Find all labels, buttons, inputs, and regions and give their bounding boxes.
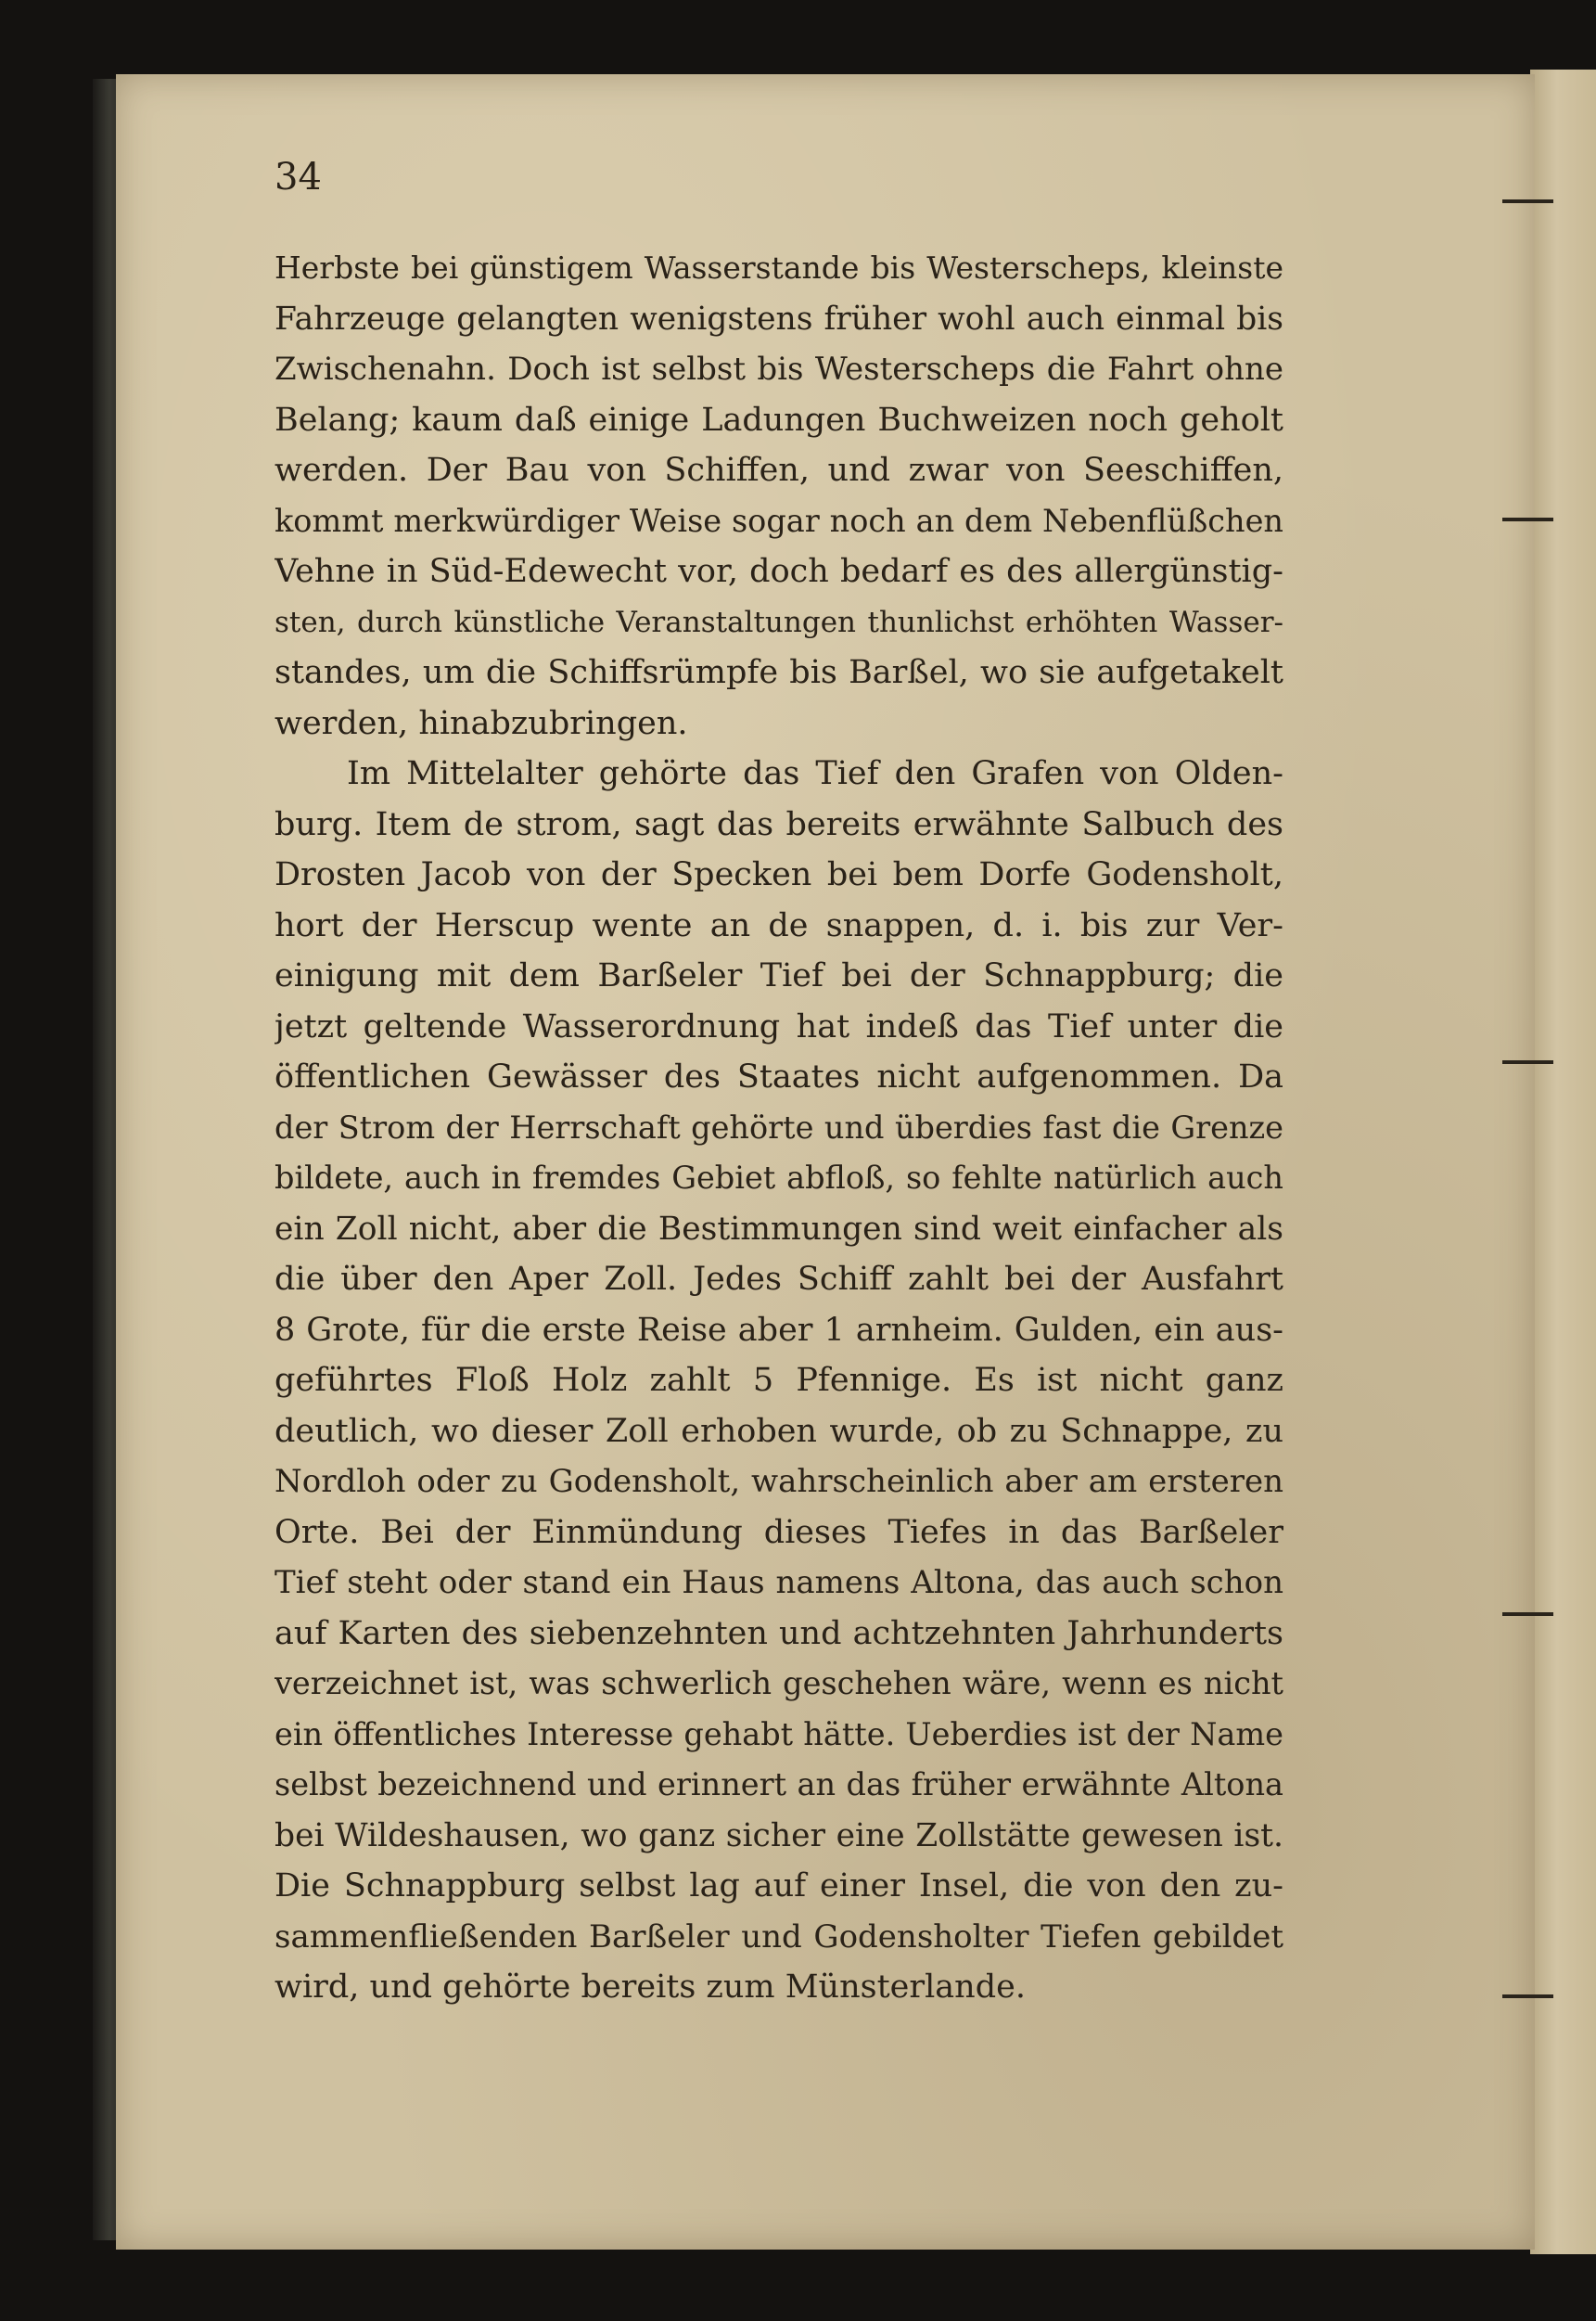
text-line: verzeichnet ist, was schwerlich geschehen wäre, wenn es nicht [275,1665,1283,1701]
text-line: Im Mittelalter gehörte das Tief den Grafen von Olden- [347,755,1283,792]
text-line: ein Zoll nicht, aber die Bestimmungen sind weit einfacher als [275,1210,1283,1248]
text-line: Orte. Bei der Einmündung dieses Tiefes in das Barßeler [275,1513,1283,1551]
text-line: die über den Aper Zoll. Jedes Schiff zahlt bei der Ausfahrt [275,1261,1283,1298]
page-edge-mark [1502,1994,1553,1998]
text-line: Nordloh oder zu Godensholt, wahrscheinlich aber am ersteren [275,1463,1283,1500]
text-line: bei Wildeshausen, wo ganz sicher eine Zollstätte gewesen ist. [275,1816,1283,1854]
text-line: wird, und gehörte bereits zum Münsterlande. [275,1968,1026,2006]
text-line: Belang; kaum daß einige Ladungen Buchweizen noch geholt [275,401,1283,439]
next-page-edge [1530,70,1596,2254]
page-edge-mark [1502,199,1553,203]
text-line: sten, durch künstliche Veranstaltungen thunlichst erhöhten Wasser- [275,605,1283,639]
text-line: burg. Item de strom, sagt das bereits erwähnte Salbuch des [275,805,1283,843]
body-text [275,243,1283,2013]
page-edge-mark [1502,1612,1553,1616]
text-line: standes, um die Schiffsrümpfe bis Barßel, wo sie aufgetakelt [275,654,1283,691]
text-line: selbst bezeichnend und erinnert an das früher erwähnte Altona [275,1766,1283,1802]
text-line: Zwischenahn. Doch ist selbst bis Westerscheps die Fahrt ohne [275,351,1283,388]
page-edge-mark [1502,518,1553,521]
text-line: hort der Herscup wente an de snappen, d. i. bis zur Ver- [275,906,1283,944]
text-line: 8 Grote, für die erste Reise aber 1 arnheim. Gulden, ein aus- [275,1311,1283,1349]
text-line: einigung mit dem Barßeler Tief bei der Schnappburg; die [275,957,1283,994]
text-line: bildete, auch in fremdes Gebiet abfloß, so fehlte natürlich auch [275,1160,1283,1196]
text-line: auf Karten des siebenzehnten und achtzehnten Jahrhunderts [275,1614,1283,1652]
text-line: Herbste bei günstigem Wasserstande bis Westerscheps, kleinste [275,250,1283,286]
text-line: sammenfließenden Barßeler und Godensholter Tiefen gebildet [275,1917,1283,1956]
text-line: Tief steht oder stand ein Haus namens Altona, das auch schon [275,1564,1283,1601]
text-line: Fahrzeuge gelangten wenigstens früher wohl auch einmal bis [275,300,1283,338]
text-line: Vehne in Süd-Edewecht vor, doch bedarf es des allergünstig- [275,553,1283,590]
text-line: der Strom der Herrschaft gehörte und überdies fast die Grenze [275,1109,1283,1146]
text-line: öffentlichen Gewässer des Staates nicht aufgenommen. Da [275,1058,1283,1096]
text-line: werden. Der Bau von Schiffen, und zwar von Seeschiffen, [275,452,1283,489]
page-edge-mark [1502,1060,1553,1064]
page-number: 34 [275,156,322,199]
text-line: Drosten Jacob von der Specken bei bem Dorfe Godensholt, [275,856,1283,893]
text-line: kommt merkwürdiger Weise sogar noch an dem Nebenflüßchen [275,502,1283,539]
text-line: geführtes Floß Holz zahlt 5 Pfennige. Es ist nicht ganz [275,1362,1283,1399]
text-line: jetzt geltende Wasserordnung hat indeß das Tief unter die [275,1007,1283,1045]
text-line: deutlich, wo dieser Zoll erhoben wurde, ob zu Schnappe, zu [275,1412,1283,1450]
text-line: werden, hinabzubringen. [275,704,688,742]
text-line: ein öffentliches Interesse gehabt hätte. Ueberdies ist der Name [275,1715,1283,1752]
text-line: Die Schnappburg selbst lag auf einer Insel, die von den zu- [275,1867,1283,1904]
